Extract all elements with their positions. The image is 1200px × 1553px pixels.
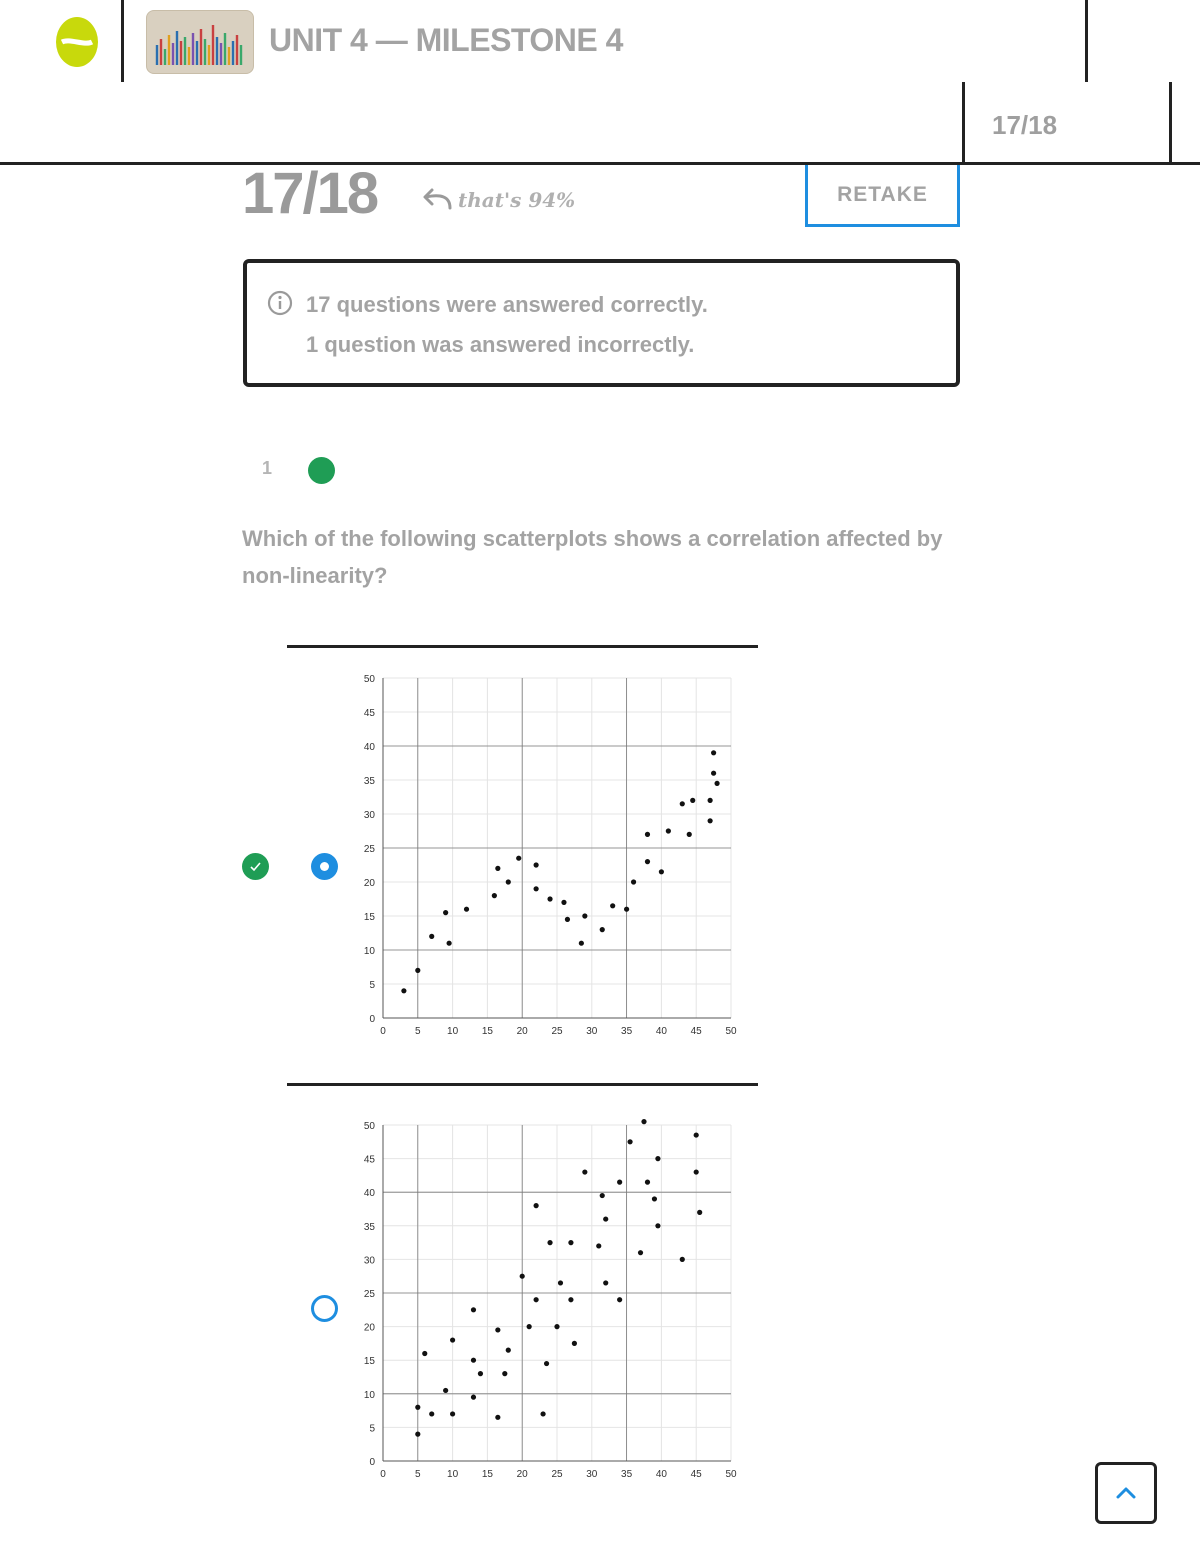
data-point (495, 1327, 500, 1332)
data-point (534, 886, 539, 891)
data-point (415, 1432, 420, 1437)
data-point (565, 917, 570, 922)
x-tick-label: 35 (621, 1026, 633, 1037)
data-point (645, 859, 650, 864)
data-point (603, 1280, 608, 1285)
data-point (641, 1119, 646, 1124)
y-tick-label: 40 (363, 1188, 375, 1200)
data-point (450, 1337, 455, 1342)
y-tick-label: 30 (363, 1255, 375, 1267)
data-point (690, 798, 695, 803)
data-point (666, 828, 671, 833)
data-point (495, 1415, 500, 1420)
sophia-logo-icon[interactable] (50, 12, 104, 72)
score-tab-label: 17/18 (992, 110, 1058, 140)
data-point (447, 941, 452, 946)
x-tick-label: 15 (481, 1026, 493, 1037)
data-point (655, 1223, 660, 1228)
x-tick-label: 5 (415, 1469, 421, 1480)
data-point (422, 1351, 427, 1356)
data-point (610, 903, 615, 908)
x-tick-label: 0 (380, 1469, 386, 1480)
x-tick-label: 50 (725, 1026, 737, 1037)
option-separator (287, 645, 758, 648)
info-icon (267, 290, 293, 316)
x-tick-label: 5 (415, 1026, 421, 1037)
question-text: Which of the following scatterplots shows a correlation affected by non-linearity? (242, 526, 943, 588)
y-tick-label: 25 (363, 844, 375, 855)
data-point (568, 1240, 573, 1245)
data-point (568, 1297, 573, 1302)
x-tick-label: 45 (690, 1469, 702, 1480)
data-point (527, 1324, 532, 1329)
data-point (582, 913, 587, 918)
y-tick-label: 5 (369, 1423, 375, 1435)
option-a-radio-selected[interactable] (311, 853, 338, 880)
question-status-correct-icon (308, 457, 335, 484)
incorrect-summary: 1 question was answered incorrectly. (306, 332, 695, 357)
data-point (495, 866, 500, 871)
data-point (506, 1348, 511, 1353)
scatterplot-option-b (350, 1106, 750, 1486)
data-point (680, 1257, 685, 1262)
data-point (506, 879, 511, 884)
data-point (471, 1307, 476, 1312)
data-point (627, 1139, 632, 1144)
data-point (582, 1169, 587, 1174)
data-point (534, 1297, 539, 1302)
data-point (443, 910, 448, 915)
header-bottom-rule (0, 162, 1200, 165)
data-point (714, 781, 719, 786)
data-point (547, 1240, 552, 1245)
data-point (617, 1297, 622, 1302)
data-point (711, 771, 716, 776)
y-tick-label: 10 (363, 1389, 375, 1401)
y-tick-label: 10 (363, 946, 375, 957)
data-point (572, 1341, 577, 1346)
y-tick-label: 0 (369, 1457, 375, 1468)
data-point (697, 1210, 702, 1215)
data-point (415, 968, 420, 973)
data-point (429, 934, 434, 939)
x-tick-label: 50 (725, 1469, 737, 1480)
y-tick-label: 30 (363, 810, 375, 821)
data-point (520, 1274, 525, 1279)
correct-check-icon (242, 853, 269, 880)
data-point (708, 818, 713, 823)
data-point (478, 1371, 483, 1376)
x-tick-label: 10 (447, 1469, 459, 1480)
correct-summary: 17 questions were answered correctly. (306, 292, 708, 317)
data-point (429, 1411, 434, 1416)
data-point (471, 1358, 476, 1363)
y-tick-label: 15 (363, 912, 375, 923)
y-tick-label: 20 (363, 1322, 375, 1334)
data-point (680, 801, 685, 806)
x-tick-label: 10 (447, 1026, 459, 1037)
score-value: 17/18 (242, 161, 378, 226)
data-point (655, 1156, 660, 1161)
data-point (708, 798, 713, 803)
x-tick-label: 25 (551, 1469, 563, 1480)
data-point (534, 1203, 539, 1208)
data-point (603, 1216, 608, 1221)
y-tick-label: 15 (363, 1356, 375, 1368)
x-tick-label: 40 (655, 1469, 667, 1480)
x-tick-label: 20 (516, 1469, 528, 1480)
x-tick-label: 35 (621, 1469, 633, 1480)
scroll-to-top-button[interactable] (1095, 1462, 1157, 1524)
x-tick-label: 40 (655, 1026, 667, 1037)
bar-chart-thumbnail-icon (146, 10, 254, 74)
data-point (450, 1411, 455, 1416)
option-b-radio[interactable] (311, 1295, 338, 1322)
data-point (652, 1196, 657, 1201)
data-point (415, 1405, 420, 1410)
y-tick-label: 50 (363, 674, 375, 685)
option-separator (287, 1083, 758, 1086)
data-point (554, 1324, 559, 1329)
data-point (464, 907, 469, 912)
x-tick-label: 15 (481, 1469, 493, 1480)
data-point (624, 907, 629, 912)
y-tick-label: 50 (363, 1121, 375, 1132)
header-divider-right (1085, 0, 1088, 82)
data-point (443, 1388, 448, 1393)
chevron-up-icon (1098, 1465, 1154, 1521)
data-point (645, 832, 650, 837)
data-point (694, 1132, 699, 1137)
data-point (600, 1193, 605, 1198)
data-point (617, 1180, 622, 1185)
header-divider (121, 0, 124, 82)
data-point (711, 750, 716, 755)
data-point (544, 1361, 549, 1366)
data-point (558, 1280, 563, 1285)
data-point (401, 988, 406, 993)
data-point (694, 1169, 699, 1174)
data-point (687, 832, 692, 837)
y-tick-label: 20 (363, 878, 375, 889)
y-tick-label: 45 (363, 1154, 375, 1166)
question-number: 1 (262, 458, 273, 478)
x-tick-label: 25 (551, 1026, 563, 1037)
y-tick-label: 0 (369, 1014, 375, 1025)
curved-arrow-icon (420, 184, 454, 214)
data-point (502, 1371, 507, 1376)
x-tick-label: 20 (516, 1026, 528, 1037)
data-point (638, 1250, 643, 1255)
x-tick-label: 45 (690, 1026, 702, 1037)
data-point (547, 896, 552, 901)
x-tick-label: 0 (380, 1026, 386, 1037)
y-tick-label: 35 (363, 1221, 375, 1233)
data-point (492, 893, 497, 898)
data-point (645, 1180, 650, 1185)
percent-note: that's 94% (458, 188, 576, 212)
y-tick-label: 45 (363, 708, 375, 719)
data-point (659, 869, 664, 874)
data-point (596, 1243, 601, 1248)
data-point (471, 1395, 476, 1400)
x-tick-label: 30 (586, 1026, 598, 1037)
y-tick-label: 25 (363, 1289, 375, 1300)
data-point (540, 1411, 545, 1416)
retake-button[interactable]: RETAKE (805, 165, 960, 227)
scatterplot-option-a (350, 664, 750, 1044)
data-point (561, 900, 566, 905)
y-tick-label: 5 (369, 980, 375, 991)
x-tick-label: 30 (586, 1469, 598, 1480)
data-point (534, 862, 539, 867)
unit-title: UNIT 4 — MILESTONE 4 (269, 22, 623, 58)
data-point (631, 879, 636, 884)
data-point (516, 856, 521, 861)
results-summary-box (243, 259, 960, 387)
data-point (579, 941, 584, 946)
data-point (600, 927, 605, 932)
y-tick-label: 35 (363, 776, 375, 787)
y-tick-label: 40 (363, 742, 375, 753)
